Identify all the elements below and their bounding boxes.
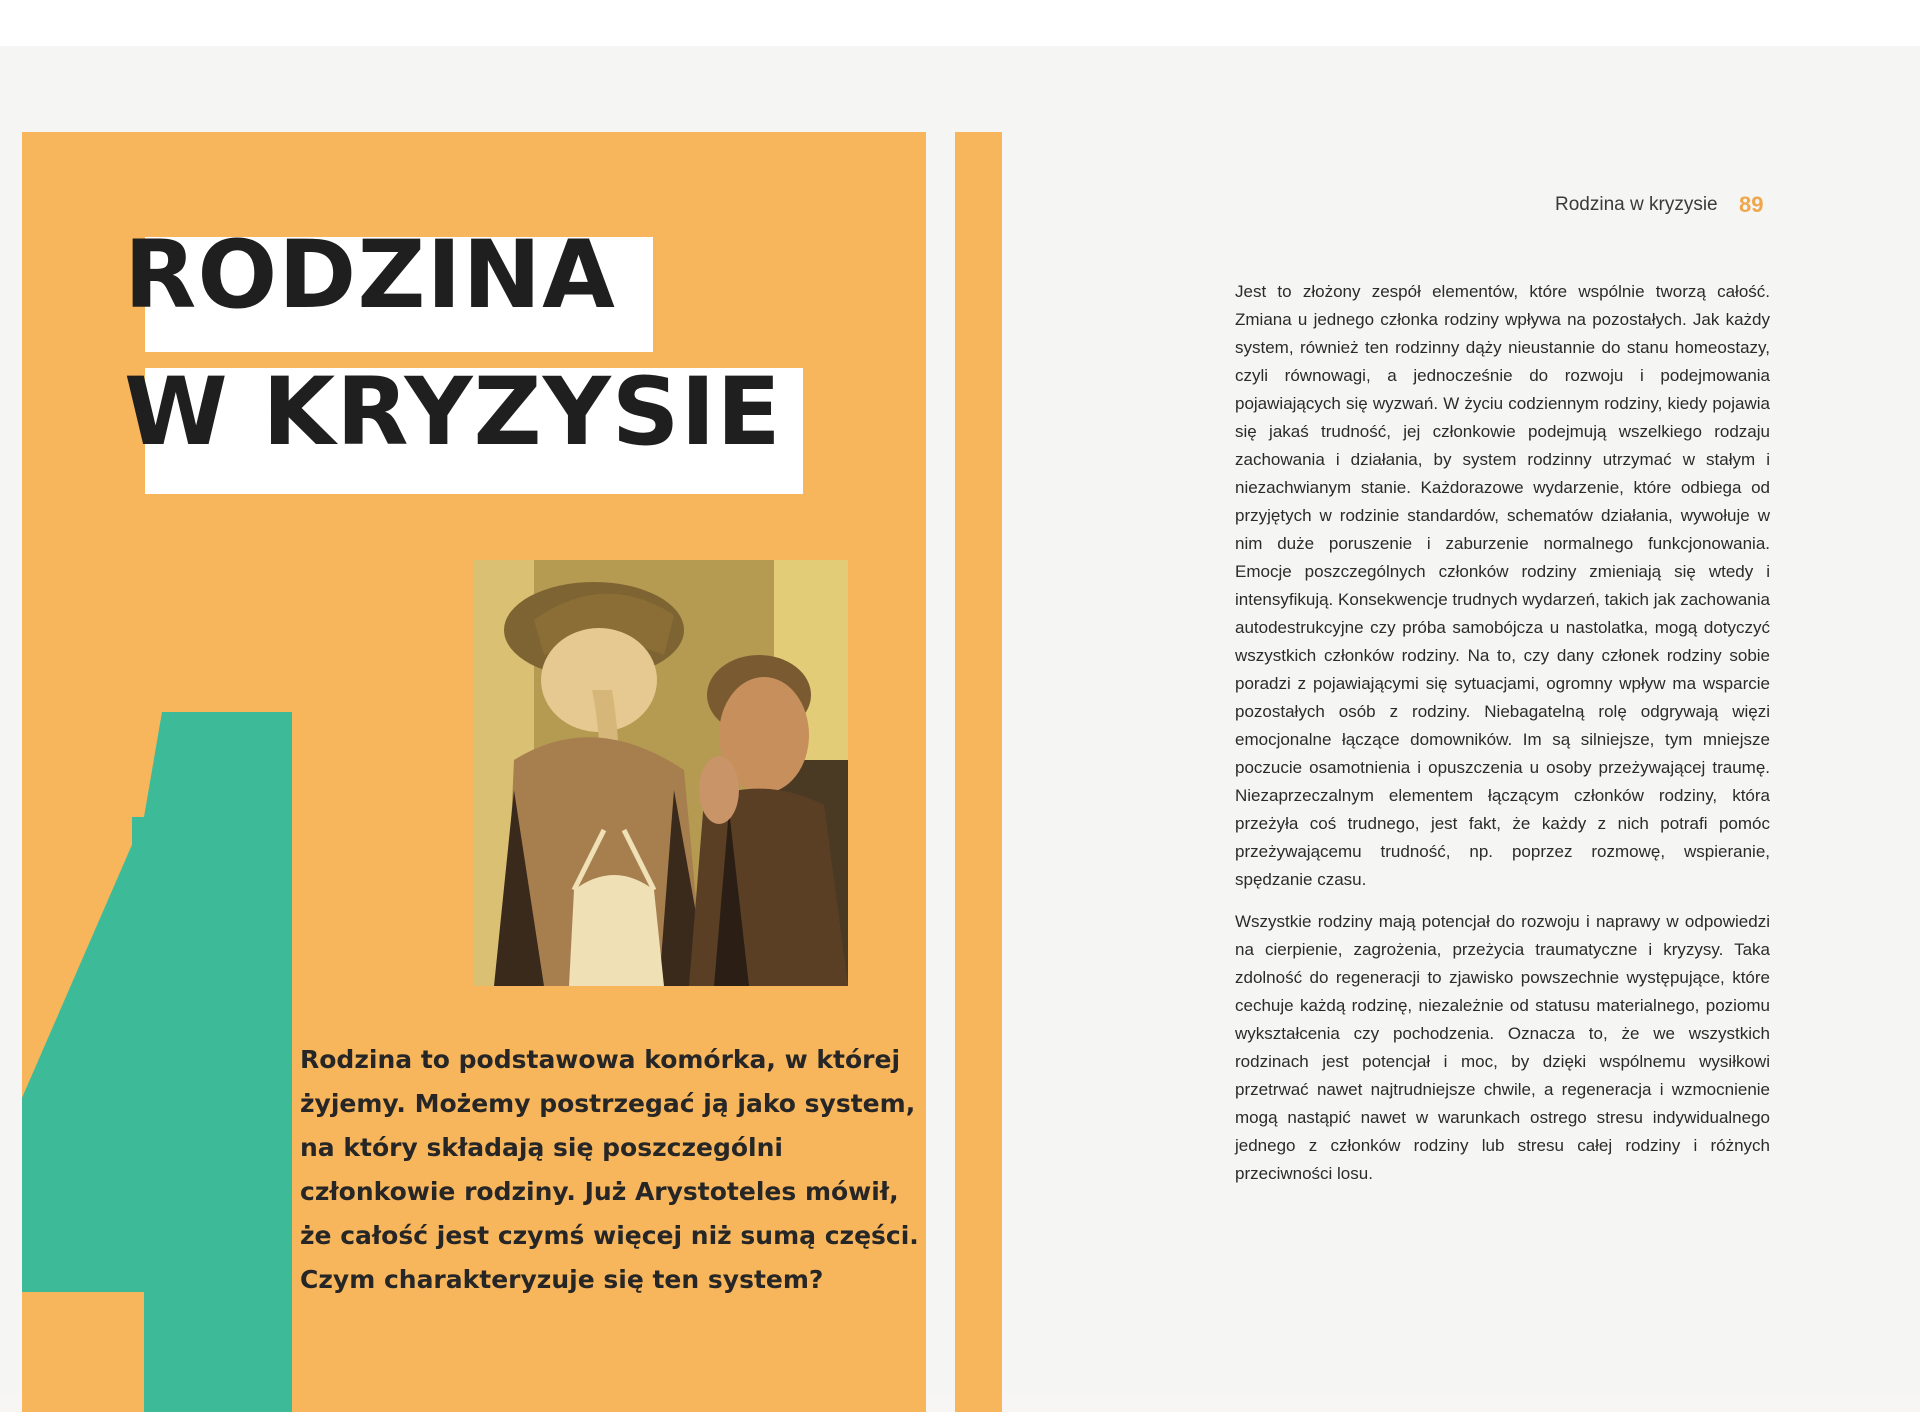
- spine-accent-strip: [955, 132, 1002, 1412]
- page-number: 89: [1739, 192, 1764, 217]
- chapter-lead-paragraph: Rodzina to podstawowa komórka, w której żyjemy. Możemy postrzegać ją jako system, na który składają się poszczególni członkowie rodziny. Już Arystoteles mówił, że całość jest czymś więcej niż sumą części. Czym charakteryzuje się ten system?: [300, 1045, 919, 1294]
- chapter-title-line-1: RODZINA: [124, 221, 616, 330]
- scan-top-margin: [0, 0, 1920, 46]
- body-paragraph-1: Jest to złożony zespół elementów, które wspólnie tworzą całość. Zmiana u jednego członka rodziny wpływa na pozostałych. Jak każdy system, również ten rodzinny dąży nieustannie do stanu homeostazy, czyli równowagi, a jednocześnie do rozwoju i podejmowania pojawiających się wyzwań. W życiu codziennym rodziny, kiedy pojawia się jakaś trudność, jej członkowie podejmują wszelkiego rodzaju zachowania i działania, by system rodzinny utrzymać w stałym i niezachwianym stanie. Każdorazowe wydarzenie, które odbiega od przyjętych w rodzinie standardów, schematów działania, wywołuje w nim duże poruszenie i zaburzenie normalnego funkcjonowania. Emocje poszczególnych członków rodziny zmieniają się wtedy i intensyfikują. Konsekwencje trudnych wydarzeń, takich jak zachowania autodestrukcyjne czy próba samobójcza u nastolatka, mogą dotyczyć wszystkich członków rodziny. Na to, czy dany członek rodziny sobie poradzi z pojawiającymi się sytuacjami, ogromny wpływ ma wsparcie pozostałych osób z rodziny. Niebagatelną rolę odgrywają więzi emocjonalne łączące domowników. Im są silniejsze, tym mniejsze poczucie osamotnienia i opuszczenia u osoby przeżywającej traumę. Niezaprzeczalnym elementem łączącym członków rodziny, która przeżyła coś trudnego, jest fakt, że każdy z nich potrafi pomóc przeżywającemu trudność, np. poprzez rozmowę, wspieranie, spędzanie czasu.: [1235, 282, 1770, 889]
- body-paragraph-2: Wszystkie rodziny mają potencjał do rozwoju i naprawy w odpowiedzi na cierpienie, zagrożenia, przeżycia traumatyczne i kryzysy. Taka zdolność do regeneracji to zjawisko powszechnie występujące, które cechuje każdą rodzinę, niezależnie od statusu materialnego, poziomu wykształcenia czy pochodzenia. Oznacza to, że we wszystkich rodzinach jest potencjał i moc, by dzięki wspólnemu wysiłkowi przetrwać nawet najtrudniejsze chwile, a regeneracja i wzmocnienie mogą nastąpić nawet w warunkach ostrego stresu indywidualnego jednego z członków rodziny lub stresu całej rodziny i różnych przeciwności losu.: [1235, 912, 1770, 1183]
- body-text: [1235, 278, 1770, 1202]
- chapter-opener-panel: [22, 132, 926, 1412]
- chapter-number-glyph: [22, 712, 292, 1412]
- chapter-number-four: [22, 712, 322, 1412]
- two-women-photo-icon: [474, 560, 848, 986]
- running-header: Rodzina w kryzysie: [1555, 194, 1718, 215]
- chapter-title-line-2: W KRYZYSIE: [124, 358, 782, 467]
- book-spread: [0, 46, 1920, 1394]
